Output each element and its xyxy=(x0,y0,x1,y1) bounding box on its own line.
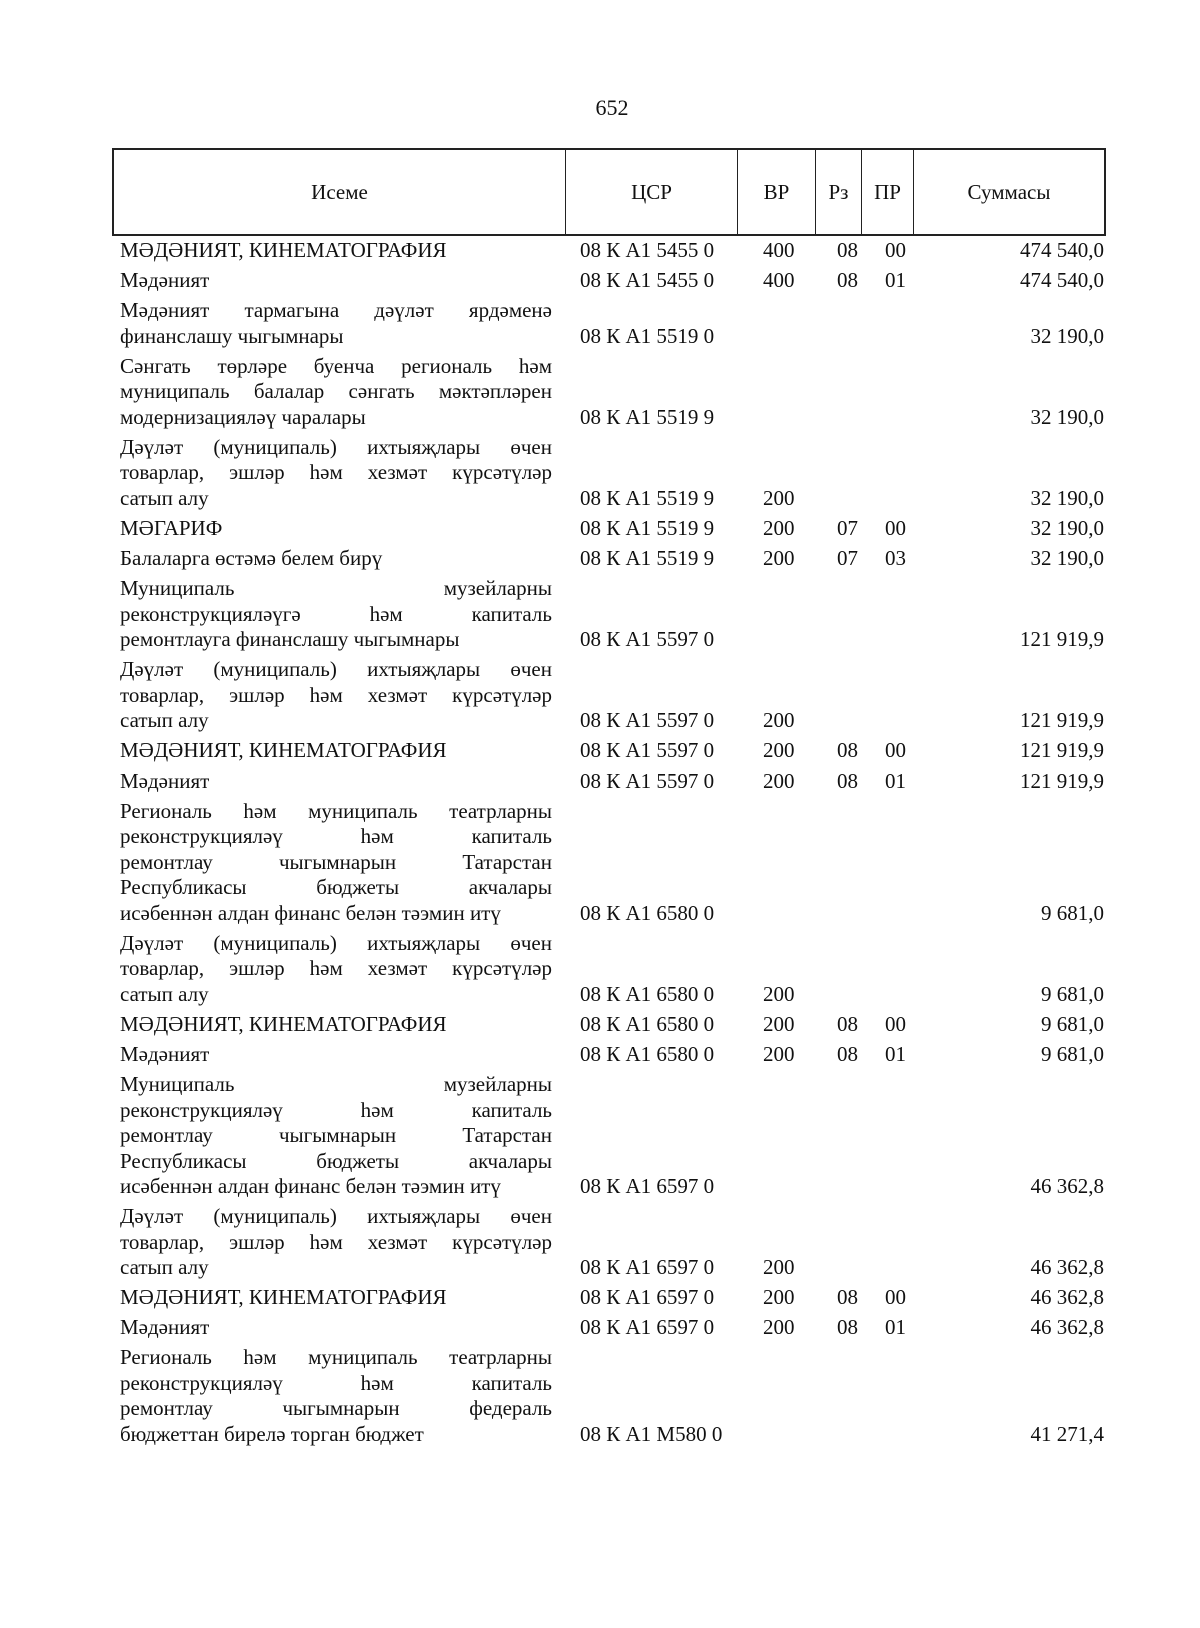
row-name-line: Мәдәният xyxy=(120,1315,210,1340)
table-row xyxy=(120,238,1104,264)
header-pr: ПР xyxy=(862,150,914,234)
row-pr: 01 xyxy=(885,1315,906,1340)
row-name-line: МӘДӘНИЯТ, КИНЕМАТОГРАФИЯ xyxy=(120,238,447,262)
row-csr: 08 К А1 5519 0 xyxy=(580,323,715,348)
row-name-line: ремонтлау чыгымнарын федераль xyxy=(120,1396,552,1421)
row-vr: 200 xyxy=(763,981,795,1006)
row-name-line: Сәнгать төрләре буенча региональ һәм xyxy=(120,353,552,378)
header-vr: ВР xyxy=(738,150,816,234)
row-name-line: Республикасы бюджеты акчалары xyxy=(120,875,552,900)
row-vr: 200 xyxy=(763,1041,795,1066)
row-csr: 08 К А1 6597 0 xyxy=(580,1285,715,1310)
row-sum: 32 190,0 xyxy=(1030,323,1104,348)
row-name-line: реконструкцияләү һәм капиталь xyxy=(120,824,552,849)
row-name-line: Дәүләт (муниципаль) ихтыяҗлары өчен xyxy=(120,930,552,955)
row-vr: 200 xyxy=(763,516,795,540)
row-name xyxy=(120,268,552,294)
table-row xyxy=(120,354,1104,431)
table-row xyxy=(120,516,1104,542)
row-rz: 07 xyxy=(837,546,858,571)
row-sum: 46 362,8 xyxy=(1030,1285,1104,1310)
row-name xyxy=(120,657,552,734)
row-name xyxy=(120,1315,552,1341)
row-name xyxy=(120,1204,552,1281)
row-csr: 08 К А1 6580 0 xyxy=(580,981,715,1006)
row-csr: 08 К А1 5597 0 xyxy=(580,738,715,763)
row-csr: 08 К А1 6580 0 xyxy=(580,900,715,925)
row-vr: 200 xyxy=(763,768,795,793)
row-sum: 121 919,9 xyxy=(1020,738,1104,763)
row-name-line: товарлар, эшләр һәм хезмәт күрсәтүләр xyxy=(120,460,552,485)
table-row xyxy=(120,1204,1104,1281)
row-name-line: исәбеннән алдан финанс белән тәэмин итү xyxy=(120,900,501,925)
row-vr: 200 xyxy=(763,738,795,763)
table-row xyxy=(120,1072,1104,1200)
row-name xyxy=(120,799,552,927)
row-name-line: ремонтлауга финанслашу чыгымнары xyxy=(120,627,460,652)
header-rz: Рз xyxy=(816,150,862,234)
row-name-line: ремонтлау чыгымнарын Татарстан xyxy=(120,1123,552,1147)
row-name-line: реконструкцияләүгә һәм капиталь xyxy=(120,601,552,626)
row-sum: 9 681,0 xyxy=(1041,1011,1104,1036)
row-name xyxy=(120,931,552,1008)
table-row xyxy=(120,1042,1104,1068)
row-rz: 08 xyxy=(837,1285,858,1310)
row-pr: 00 xyxy=(885,738,906,763)
row-csr: 08 К А1 М580 0 xyxy=(580,1421,723,1446)
row-name xyxy=(120,1042,552,1068)
table-row xyxy=(120,1315,1104,1341)
table-row xyxy=(120,799,1104,927)
row-name xyxy=(120,238,552,264)
row-rz: 08 xyxy=(837,738,858,763)
row-pr: 00 xyxy=(885,1285,906,1310)
row-csr: 08 К А1 5597 0 xyxy=(580,627,715,652)
row-name-line: Региональ һәм муниципаль театрларны xyxy=(120,1345,552,1370)
table-row xyxy=(120,1012,1104,1038)
row-name-line: финанслашу чыгымнары xyxy=(120,323,344,348)
row-rz: 08 xyxy=(837,1041,858,1066)
row-name xyxy=(120,435,552,512)
row-name xyxy=(120,769,552,795)
row-name xyxy=(120,546,552,572)
row-name-line: Мәдәният xyxy=(120,268,210,293)
row-vr: 200 xyxy=(763,1255,795,1280)
row-name-line: Дәүләт (муниципаль) ихтыяҗлары өчен xyxy=(120,657,552,682)
row-sum: 32 190,0 xyxy=(1030,485,1104,510)
row-vr: 400 xyxy=(763,238,795,262)
table-row xyxy=(120,1345,1104,1447)
row-rz: 08 xyxy=(837,1315,858,1340)
row-name-line: Муниципаль музейларны xyxy=(120,576,552,601)
row-pr: 03 xyxy=(885,546,906,571)
row-name-line: Муниципаль музейларны xyxy=(120,1072,552,1096)
row-name-line: реконструкцияләү һәм капиталь xyxy=(120,1370,552,1395)
row-name xyxy=(120,576,552,653)
row-rz: 08 xyxy=(837,268,858,293)
row-sum: 121 919,9 xyxy=(1020,768,1104,793)
row-csr: 08 К А1 6597 0 xyxy=(580,1255,715,1280)
row-csr: 08 К А1 6597 0 xyxy=(580,1174,715,1198)
row-name-line: сатып алу xyxy=(120,981,209,1006)
table-row xyxy=(120,576,1104,653)
row-csr: 08 К А1 5519 9 xyxy=(580,485,715,510)
row-sum: 121 919,9 xyxy=(1020,708,1104,733)
row-pr: 00 xyxy=(885,516,906,540)
row-name-line: Мәдәният xyxy=(120,1041,210,1066)
row-rz: 08 xyxy=(837,238,858,262)
row-name-line: МӘГАРИФ xyxy=(120,516,223,540)
row-name-line: товарлар, эшләр һәм хезмәт күрсәтүләр xyxy=(120,1229,552,1254)
row-name-line: модернизацияләү чаралары xyxy=(120,404,366,429)
row-pr: 01 xyxy=(885,268,906,293)
row-sum: 474 540,0 xyxy=(1020,238,1104,262)
table-row xyxy=(120,738,1104,764)
row-name xyxy=(120,354,552,431)
row-vr: 400 xyxy=(763,268,795,293)
row-name-line: сатып алу xyxy=(120,485,209,510)
row-csr: 08 К А1 5519 9 xyxy=(580,546,715,571)
table-header xyxy=(112,148,1106,236)
row-csr: 08 К А1 6597 0 xyxy=(580,1315,715,1340)
table-row xyxy=(120,298,1104,349)
table-row xyxy=(120,268,1104,294)
row-name-line: Республикасы бюджеты акчалары xyxy=(120,1148,552,1173)
row-sum: 9 681,0 xyxy=(1041,1041,1104,1066)
row-name-line: Мәдәният xyxy=(120,768,210,793)
header-name: Исеме xyxy=(114,150,566,234)
row-name xyxy=(120,516,552,542)
row-name-line: МӘДӘНИЯТ, КИНЕМАТОГРАФИЯ xyxy=(120,738,447,763)
row-sum: 121 919,9 xyxy=(1020,627,1104,652)
row-sum: 32 190,0 xyxy=(1030,404,1104,429)
row-rz: 08 xyxy=(837,768,858,793)
row-sum: 32 190,0 xyxy=(1030,516,1104,540)
row-csr: 08 К А1 5519 9 xyxy=(580,516,715,540)
header-csr: ЦСР xyxy=(566,150,738,234)
table-row xyxy=(120,435,1104,512)
table-row xyxy=(120,769,1104,795)
row-name-line: МӘДӘНИЯТ, КИНЕМАТОГРАФИЯ xyxy=(120,1285,447,1310)
row-vr: 200 xyxy=(763,1011,795,1036)
row-sum: 46 362,8 xyxy=(1030,1174,1104,1198)
row-vr: 200 xyxy=(763,1285,795,1310)
row-vr: 200 xyxy=(763,546,795,571)
row-rz: 08 xyxy=(837,1011,858,1036)
row-sum: 9 681,0 xyxy=(1041,900,1104,925)
row-name-line: сатып алу xyxy=(120,708,209,733)
row-name xyxy=(120,1012,552,1038)
row-name-line: Дәүләт (муниципаль) ихтыяҗлары өчен xyxy=(120,434,552,459)
row-name-line: исәбеннән алдан финанс белән тәэмин итү xyxy=(120,1174,501,1198)
row-name xyxy=(120,1285,552,1311)
row-csr: 08 К А1 5597 0 xyxy=(580,708,715,733)
row-rz: 07 xyxy=(837,516,858,540)
row-csr: 08 К А1 5455 0 xyxy=(580,238,715,262)
row-name-line: МӘДӘНИЯТ, КИНЕМАТОГРАФИЯ xyxy=(120,1011,447,1036)
row-csr: 08 К А1 5519 9 xyxy=(580,404,715,429)
row-name-line: товарлар, эшләр һәм хезмәт күрсәтүләр xyxy=(120,682,552,707)
row-pr: 00 xyxy=(885,238,906,262)
row-pr: 01 xyxy=(885,768,906,793)
table-row xyxy=(120,931,1104,1008)
row-name xyxy=(120,1072,552,1200)
page-number: 652 xyxy=(595,95,629,120)
row-name-line: ремонтлау чыгымнарын Татарстан xyxy=(120,849,552,874)
row-name-line: бюджеттан бирелә торган бюджет xyxy=(120,1421,424,1446)
header-sum: Суммасы xyxy=(967,179,1051,204)
row-vr: 200 xyxy=(763,485,795,510)
row-vr: 200 xyxy=(763,1315,795,1340)
row-name-line: Мәдәният тармагына дәүләт ярдәменә xyxy=(120,298,552,323)
row-name-line: Дәүләт (муниципаль) ихтыяҗлары өчен xyxy=(120,1204,552,1229)
row-pr: 00 xyxy=(885,1011,906,1036)
row-name xyxy=(120,738,552,764)
row-sum: 9 681,0 xyxy=(1041,981,1104,1006)
row-name-line: муниципаль балалар сәнгать мәктәпләрен xyxy=(120,379,552,404)
row-sum: 41 271,4 xyxy=(1030,1421,1104,1446)
row-name xyxy=(120,1345,552,1447)
table-row xyxy=(120,546,1104,572)
row-csr: 08 К А1 5455 0 xyxy=(580,268,715,293)
row-csr: 08 К А1 6580 0 xyxy=(580,1011,715,1036)
row-sum: 46 362,8 xyxy=(1030,1255,1104,1280)
row-name-line: Региональ һәм муниципаль театрларны xyxy=(120,798,552,823)
row-pr: 01 xyxy=(885,1041,906,1066)
row-name-line: сатып алу xyxy=(120,1255,209,1280)
row-sum: 474 540,0 xyxy=(1020,268,1104,293)
row-name-line: Балаларга өстәмә белем бирү xyxy=(120,546,383,571)
row-vr: 200 xyxy=(763,708,795,733)
row-name-line: товарлар, эшләр һәм хезмәт күрсәтүләр xyxy=(120,956,552,981)
row-sum: 32 190,0 xyxy=(1030,546,1104,571)
row-name-line: реконструкцияләү һәм капиталь xyxy=(120,1097,552,1122)
row-sum: 46 362,8 xyxy=(1030,1315,1104,1340)
table-row xyxy=(120,1285,1104,1311)
row-csr: 08 К А1 5597 0 xyxy=(580,768,715,793)
table-row xyxy=(120,657,1104,734)
row-name xyxy=(120,298,552,349)
row-csr: 08 К А1 6580 0 xyxy=(580,1041,715,1066)
